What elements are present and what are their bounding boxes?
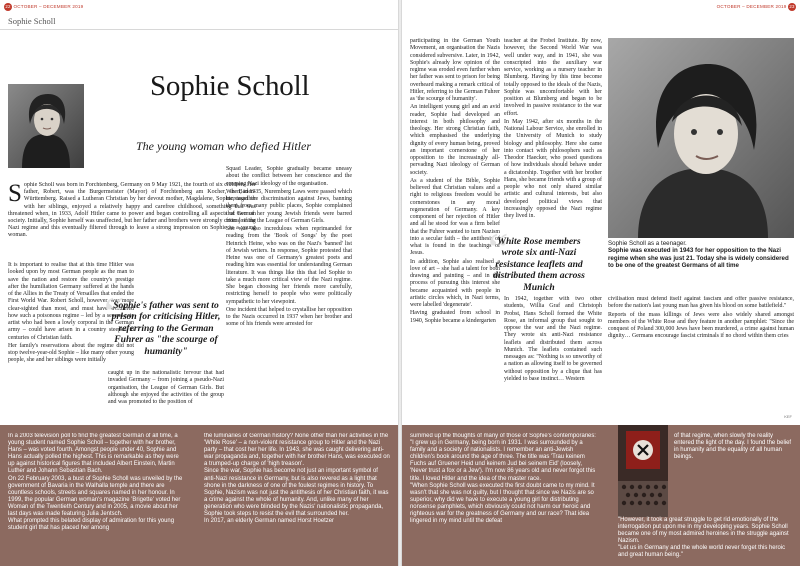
- teen-portrait-photo: [608, 38, 794, 238]
- portrait-photo: [8, 84, 84, 168]
- boxout-paragraph: Since the war, Sophie has become not just an important symbol of anti-Nazi resistance in Germany, but is also revered as a light that shone in the darkness of one of the foulest regimes in history. To Sophie, Nazism was not just the antithesis of her Christian faith, it was a crime against the whole of humanity. And, unlike many of her generation who were blinded by the Nazis' nationalistic propaganda, Sophie took steps to resist the evil that surrounded her.: [204, 468, 389, 518]
- end-mark: KEF: [784, 414, 792, 419]
- page-number-right: 23: [789, 4, 795, 9]
- column-d-continued: [504, 296, 602, 422]
- caption-bold: Sophie was executed in 1943 for her opposition to the Nazi regime when she was just 21. Today she is widely considered to be one of the greatest Germans of all time: [608, 247, 789, 270]
- boxout-paragraph: On 22 February 2003, a bust of Sophie Scholl was unveiled by the government of Bavaria in the Walhalla temple and there are countless schools, streets and squares named in her honour. In 1999, the popular German woman's magazine 'Brigette' voted her Woman of the Twentieth Century and in 2005, a movie about her last days was made featuring Julia Jentsch.: [8, 475, 183, 518]
- left-folio-date: OCTOBER – DECEMBER 2019: [13, 4, 84, 10]
- boxout-text-bottom: [618, 517, 794, 560]
- pull-quote-right: White Rose members wrote six anti-Nazi resistance leaflets and distributed them across Munich: [493, 236, 585, 293]
- quote-mark-icon: “: [104, 287, 125, 338]
- paragraph: When, in 1935, Nuremberg Laws were passed which increased the discrimination against Jews, banning them from many public places, Sophie complained that two of her young Jewish friends were barred from joining the League of German Girls.: [226, 188, 352, 224]
- photo-caption: [608, 240, 794, 270]
- right-folio: [717, 3, 796, 11]
- boxout-left: [0, 425, 398, 566]
- boxout-photo: [618, 425, 668, 517]
- boxout-paragraph: In 2017, an elderly German named Horst Hoetzer: [204, 518, 335, 525]
- boxout-paragraph: of that regime, when slowly the reality entered the light of the day. I found the belief in humanity and the equality of all human beings.: [674, 433, 792, 461]
- boxout-column-2: [204, 433, 390, 563]
- paragraph: In 1942, together with two other students, Willia Graf and Christoph Probst, Hans Scholl formed the White Rose, an informal group that sought to oppose the war and the Nazi regime. They wrote six anti-Nazi resistance leaflets and distributed them across Munich. The leaflets contained such messages as: "Nothing is so unworthy of a nation as allowing itself to be governed without opposition by a clique that has yielded to base instinct… Western: [504, 296, 602, 382]
- boxout-paragraph: summed up the thoughts of many of those of Sophie's contemporaries: "I grew up in Germany, being born in 1931. I was surrounded by a family and a society of nationalists. I remember an anti-Jewish children's book around the age of three. The title was 'Trau keinem Fuchs auf Gruener Heid und keinem Jud bei seinem Eid' (loosely, 'Never trust a fox or a Jew'). I'm now 86 years old and never forgot this title. I loved Hitler and the idea of the master race.: [410, 433, 596, 482]
- paragraph: Having graduated from school in 1940, Sophie became a kindergarten: [410, 310, 500, 324]
- paragraph: One incident that helped to crystallise her opposition to the Nazis occurred in 1937 when her brother and some of his friends were arrested for: [226, 306, 352, 328]
- boxout-column-1: [8, 433, 186, 563]
- paragraph: participating in the German Youth Movement, an organisation the Nazis considered subversive. Later, in 1942, Sophie's already low opinion of the regime was eroded even further when her father was sent to prison for being overheard making a remark critical of Hitler, referring to the German Fuhrer as 'the scourge of humanity'.: [410, 38, 500, 102]
- article-title: Sophie Scholl: [150, 70, 310, 102]
- paragraph: In May 1942, after six months in the National Labour Service, she enrolled in the University of Munich to study biology and philosophy. Here she came into contact with philosophers such as Theodor Haecker, who posed questions of how individuals should behave under a dictatorship. Together with her brother Hans, she became friends with a group of people who not only shared similar artistic and cultural interests, but also developed political views that increasingly opposed the Nazi regime they lived in.: [504, 118, 602, 219]
- column-b: [226, 166, 352, 406]
- boxout-paragraph: What prompted this belated display of admiration for this young student girl that has placed her among: [8, 518, 175, 532]
- boxout-paragraph: the luminaries of German history? None other than her activities in the 'White Rose' – a non-violent resistance group to Hitler and the Nazi party – that cost her her life. In 1943, she was caught delivering anti-war propaganda and, together with her brother Hans, was executed on a trumped-up charge of 'high treason'.: [204, 433, 390, 468]
- column-d: [504, 38, 602, 224]
- boxout-right: [402, 425, 800, 566]
- paragraph: In addition, Sophie also realised a love of art – she had a talent for both drawing and painting – and in the process of pursuing this interest she became acquainted with people in artistic circles which, in Nazi terms, were labelled 'degenerate'.: [410, 258, 500, 308]
- paragraph: civilisation must defend itself against fascism and offer passive resistance, before the nation's last young man has given his blood on some battlefield.": [608, 296, 794, 310]
- caption-line: Sophie Scholl as a teenager.: [608, 240, 687, 247]
- paragraph: It is important to realise that at this time Hitler was looked upon by most German people as the man to save the nation and restore the country's prestige after the humiliation Germany suffered at the hands of the Allies in the Treaty of Versailles that ended the First World War. Robert Scholl, however, was more clear-sighted than most, and must have wondered how such a poisonous regime – led by a second-rate artist who had been a lowly corporal in the German army – could have arisen in a country steeped in centuries of Christian faith.: [8, 262, 134, 341]
- boxout-text-top: [674, 433, 794, 461]
- paragraph: teacher at the Frobel Institute. By now, however, the Second World War was well under way, and in 1941, she was conscripted into the auxiliary war service, working as a nursery teacher in Blumberg. Having by this time become totally opposed to the ideals of the Nazis, Sophie was uncomfortable with her position at Blumberg and began to be involved in passive resistance to the war effort.: [504, 38, 602, 117]
- left-folio: [4, 3, 83, 11]
- page-number-left: 22: [5, 4, 11, 9]
- boxout-paragraph: "When Sophie Scholl was executed the first doubt came to my mind. It wasn't that she was not guilty, but I thought that since we Nazis are so superior, why did we have to execute a young girl for distributing nonsense pamphlets, which obviously could not harm our heroic and righteous war for the greatness of Germany and our race? That idea lingered in my mind until the defeat: [410, 482, 595, 525]
- column-f: [608, 296, 794, 420]
- paragraph: Her family's reservations about the regime did not stop twelve-year-old Sophie – like many other young people, she and her siblings were initially: [8, 342, 134, 364]
- paragraph: Squad Leader, Sophie gradually became uneasy about the conflict between her conscience and the creeping Nazi ideology of the organisation.: [226, 166, 352, 187]
- quote-mark-icon: “: [488, 223, 509, 274]
- paragraph: Reports of the mass killings of Jews were also widely shared amongst members of the White Rose and they feature in another pamphlet: "Since the conquest of Poland 300,000 Jews have been murdered, a crime against human dignity… Germans encourage fascist criminals if no chord within them cries: [608, 311, 794, 340]
- boxout-column-3: [410, 433, 596, 563]
- article-subtitle: The young woman who defied Hitler: [136, 139, 311, 153]
- section-divider: [0, 29, 398, 30]
- paragraph: She was also incredulous when reprimanded for reading from the 'Book of Songs' by the poet Heinrich Heine, who was on the Nazi's 'banned' list of Jewish writers. In response, Sophie protested that Heine was one of Germany's greatest poets and reading him was essential for understanding German literature. It was things like this that led Sophie to take a much more critical view of the Nazi regime. She began choosing her friends more carefully, restricting herself to people who were politically sympathetic to her viewpoint.: [226, 226, 352, 305]
- column-a-continued: [108, 370, 224, 422]
- left-page: [0, 0, 398, 566]
- right-folio-date: OCTOBER – DECEMBER 2019: [716, 4, 787, 10]
- paragraph: An intelligent young girl and an avid reader, Sophie had developed an interest in both philosophy and theology. Her strong Christian faith, which emphasised the underlying dignity of every human being, proved an important cornerstone of her opposition to the increasingly all-pervading Nazi ideology of German society.: [410, 104, 500, 176]
- intro-text: ophie Scholl was born in Forchtenberg, Germany on 9 May 1921, the fourth of six children. Her father, Robert, was the Burgermeister (Mayor) of Forchtenberg am Kocher, in Baden-Württemberg. Raised a Lutheran Christian by her devout mother, Magdalene, Sophie, together with her siblings, enjoyed a relatively happy and carefree childhood, something that was threatened when, in 1933, Adolf Hitler came to power and began controlling all aspects of German society. Initially, Sophie herself was unaffected, but her father and brothers were strongly critical of the Nazi regime and this eventually filtered through to leave a strong impression on Sophie as a young woman.: [8, 182, 256, 239]
- intro-paragraph: [8, 182, 256, 260]
- boxout-paragraph: "However, it took a great struggle to get rid emotionally of the interrogation put upon me in my developing years. Sophie Scholl became one of my most admired heroines in the struggle against Nazism.: [618, 517, 789, 545]
- column-c: [410, 38, 500, 422]
- boxout-column-4: [618, 425, 794, 566]
- paragraph: As a student of the Bible, Sophie believed that Christian values and a right to religious freedom would be cornerstones in any moral regeneration of Germany. A key component of her rejection of Hitler and all he stood for was a firm belief that the Fuhrer wanted to turn Nazism into a secular faith – the antithesis of what is found in the teachings of Jesus.: [410, 177, 500, 257]
- drop-cap: S: [8, 182, 22, 207]
- section-label: Sophie Scholl: [8, 16, 56, 26]
- rally-photo: [618, 425, 668, 517]
- boxout-paragraph: In a 2003 television poll to find the greatest German of all time, a young student named Sophie Scholl – together with her brother, Hans – was voted fourth. Amongst people under 40, Sophie and Hans actually polled the highest. This is remarkable as they were up against historical figures that included Albert Einstein, Martin Luther and Johann Sebastian Bach.: [8, 433, 179, 475]
- pull-quote-left: Sophie's father was sent to prison for criticising Hitler, referring to the German Fuhrer as "the scourge of humanity": [111, 300, 221, 357]
- boxout-paragraph: "Let us in Germany and the whole world never forget this heroic and great human being.": [618, 545, 786, 559]
- woman-portrait-photo: [8, 84, 84, 168]
- paragraph: caught up in the nationalistic fervour that had invaded Germany – from joining a pseudo-Nazi organisation, the League of German Girls. But although she enjoyed the activities of the group and was promoted to the position of: [108, 370, 224, 405]
- large-portrait-photo: [608, 38, 794, 238]
